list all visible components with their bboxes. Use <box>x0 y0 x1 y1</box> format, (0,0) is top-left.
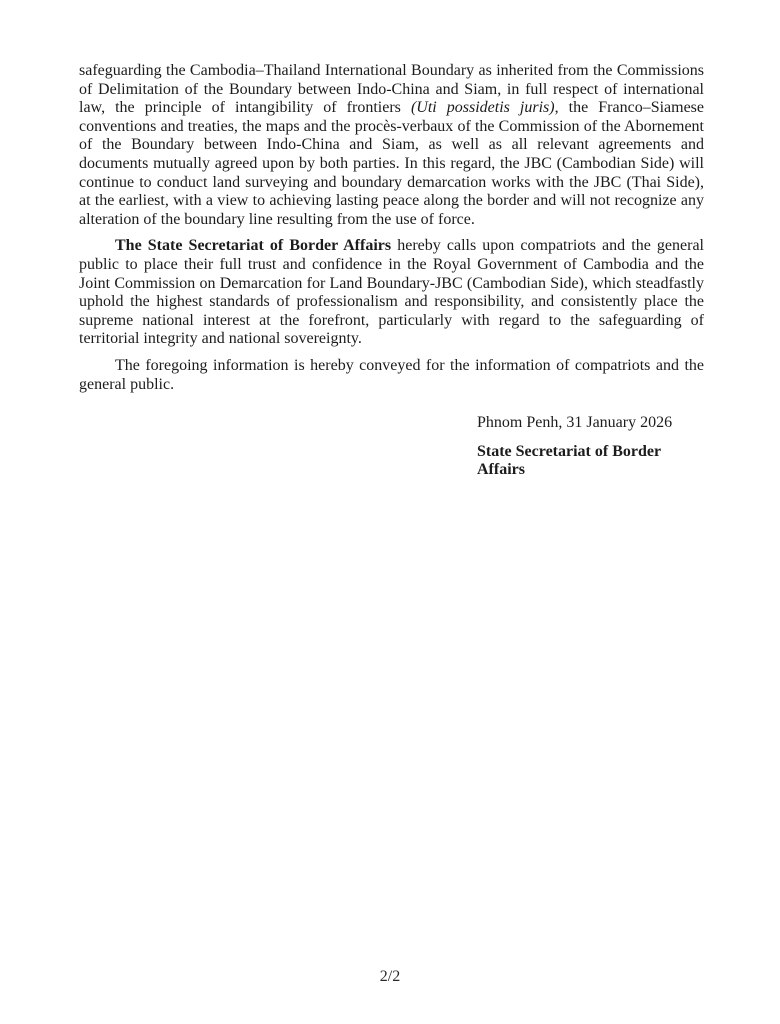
paragraph-1-text-continued: , the Franco–Siamese conventions and treaties, the maps and the procès-verbaux of the Commission of the Abornement of the Boundary between Indo-China and Siam, as well as all relevant agreements and documents mutually agreed upon by both parties. In this regard, the JBC (Cambodian Side) will continue to conduct land surveying and boundary demarcation works with the JBC (Thai Side), at the earliest, with a view to achieving lasting peace along the border and will not recognize any alteration of the boundary line resulting from the use of force. <box>79 99 705 228</box>
body-paragraph-1 <box>79 62 704 229</box>
paragraph-3-text: The foregoing information is hereby conveyed for the information of compatriots and the general public. <box>79 356 704 393</box>
paragraph-1-text: safeguarding the Cambodia–Thailand International Boundary as inherited from the Commissions of Delimitation of the Boundary between Indo-China and Siam, in full respect of international law, the principle of intangibility of frontiers <box>79 62 704 117</box>
paragraph-2-text: hereby calls upon compatriots and the general public to place their full trust and confidence in the Royal Government of Cambodia and the Joint Commission on Demarcation for Land Boundary-JBC (Cambodian Side), which steadfastly uphold the highest standards of professionalism and responsibility, and consistently place the supreme national interest at the forefront, particularly with regard to the safeguarding of territorial integrity and national sovereignty. <box>79 237 704 348</box>
signature-place-date: Phnom Penh, 31 January 2026 <box>477 414 673 432</box>
page-number: 2/2 <box>379 968 401 985</box>
signature-block <box>477 414 704 480</box>
body-paragraph-2 <box>79 237 704 349</box>
signature-organization: State Secretariat of Border Affairs <box>477 442 661 479</box>
paragraph-1-latin-phrase: (Uti possidetis juris) <box>410 99 555 117</box>
paragraph-2-bold-lead: The State Secretariat of Border Affairs <box>115 237 392 255</box>
body-paragraph-3 <box>79 357 704 394</box>
